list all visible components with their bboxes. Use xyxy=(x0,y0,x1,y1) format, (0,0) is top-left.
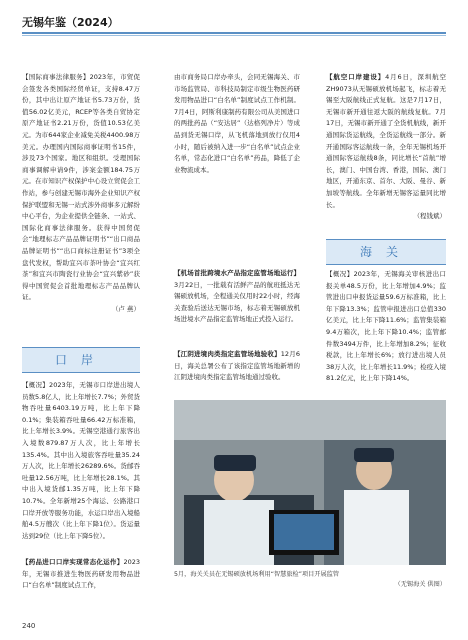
section-heading: 【江阴进境肉类指定监管场地验收】 xyxy=(174,350,281,358)
section-heading: 【机场首批跨境水产品指定监管场地运行】 xyxy=(174,269,300,277)
signature: （卢 燕） xyxy=(111,304,140,313)
section-heading: 【药品进口口岸实现常态化运作】 xyxy=(22,558,124,566)
paragraph-airport: 3月22日，一批载有活鲜产品的航班抵达无锡硕放机场，全程通关仅用时22小时，经海关查验后送达无锡市场，标志着无锡硕放机场进境水产品指定监管场地正式投入运行。 xyxy=(174,280,300,324)
customs-photo xyxy=(174,400,446,565)
caption-text: 5月，海关关员在无锡硕放机场利用“智慧旅检”项目开展监管 xyxy=(174,571,340,578)
photo-caption xyxy=(174,570,446,590)
column-1-top xyxy=(22,72,140,315)
paragraph-meat: 12月6日，海关总署公布了该指定监管场地新增的江阴进境肉类指定监管场地通过验收。 xyxy=(174,350,300,382)
header-rule-thin xyxy=(22,35,446,36)
paragraph-customs-overview: 【概况】2023年，无锡海关审核进出口报关单48.5万份，比上年增加4.9%；监管进出口申报货运量59.6万标准箱，比上年下降13.3%；监管申报进出口总值330亿美元，比上年下降11.6%；监管集装箱9.4万箱次，比上年下降10.4%；监管邮件数3494万件，比上年增加8.2%；征收税款，比上年增长6%；放行进出境人员38万人次，比上年增长11.9%；检疫入境81.2亿元，比上年下降14%。 xyxy=(326,270,446,383)
column-1-port xyxy=(22,380,140,542)
section-heading: 【航空口岸建设】 xyxy=(326,73,386,81)
paragraph-aviation: 4月6日，深圳航空ZH9073从无锡硕放机场起飞，标志着无锡至大阪航线正式复航。这是7月17日，无锡市新开通往返大阪的航线复航。7月17日，无锡市新开通了全货机航线，新开通国际货运航线，全货运航线一部分。新开通国际客运航线一条，全年无锡机场开通国际客运航线8条，同比增长“首航”增长，澳门、中国台湾、香港，国际、澳门地区，开通东京、首尔、大阪、曼谷、新加坡等航线。全年新增无锡客运量同比增长。 xyxy=(326,73,446,209)
header-rule xyxy=(22,32,446,34)
column-3-top xyxy=(326,72,446,223)
paragraph-port-overview: 【概况】2023年，无锡市口岸进出境人员数5.8亿人，比上年增长7.7%；外贸货物吞吐量6403.19万吨，比上年下降0.1%；集装箱吞吐量66.42万标准箱，比上年增长3.9%。无锡空港通行旅客出入境数879.87万人次，比上年增长135.4%。其中出入境旅客吞吐量35.24万人次，比上年增长26289.6%。货邮吞吐量12.56万吨，比上年增长28.1%。其中出入境货邮1.35万吨，比上年下降10.7%。全年新增25个海运、公路港口口岸开放等服务功能，水运口岸出入境船舶4.5万艘次（比上年下降1位）。货运量达到29位（比上年下降5位）。 xyxy=(22,381,140,540)
paragraph-intl-commerce: 【国际商事法律服务】2023年，市贸促会签发各类国际经贸单证，支持8.47万份，其中出让原产地证书5.73万份，货值56.02亿美元，RCEP等各类自贸协定原产地证书2.21万份，货值10.53亿美元。为市644家企业减免关税4400.98万美元。办理国内国际商事证明书15件，涉及73个国家。地区和组织。受理国际商事调解申请9件，涉案金额184.75万元。在市知识产权保护中心设立贸促会工作站，参与创建无锡市海外企业知识产权保护联盟和无锡一站式涉外商事多元解纷中心平台，为企业提供全链条、一站式、国际化商事法律服务。获得中国贸促会“地理标志产品品牌证明书”“出口商品品牌证明书”“出口商标注册证书”3项全盘代发权，帮助宜兴市茶叶协会“宜兴红茶”和宜兴市陶瓷行业协会“宜兴紫砂”获得中国贸促会首批地理标志产品品牌认证。 xyxy=(22,73,140,302)
section-banner-customs: 海关 xyxy=(326,239,446,265)
column-3-customs xyxy=(326,269,446,385)
photo-illustration xyxy=(174,400,446,565)
paragraph-drug-import: 2023年，无锡市推进生物医药研发用物品进口“白名单”制度试点工作， xyxy=(22,558,140,590)
paragraph-whitelist: 由市商务局口岸办牵头，会同无锡海关、市市场监管局、市科技局制定市级生物医药研发用物品进口“白名单”制度试点工作机制。7月4日，阿斯利康制药有限公司从美国进口的两批药品（“安达居”（达格列净片）等成品到货无锡口岸，从飞机落地到放行仅用4小时，随后被纳入进一步“白名单”试点企业名单，常态化进口“白名单”药品，降低了企业物流成本。 xyxy=(174,73,300,174)
caption-credit: （无锡海关 供图） xyxy=(394,581,446,588)
column-2-top xyxy=(174,72,300,176)
column-2-airport xyxy=(174,268,300,326)
section-banner-port: 口岸 xyxy=(22,347,140,373)
column-2-jiangyin xyxy=(174,349,300,384)
column-1-drug xyxy=(22,557,140,592)
page-title: 无锡年鉴（2024） xyxy=(22,16,119,29)
signature: （程钱斌） xyxy=(413,212,446,221)
page-number: 240 xyxy=(22,622,36,630)
